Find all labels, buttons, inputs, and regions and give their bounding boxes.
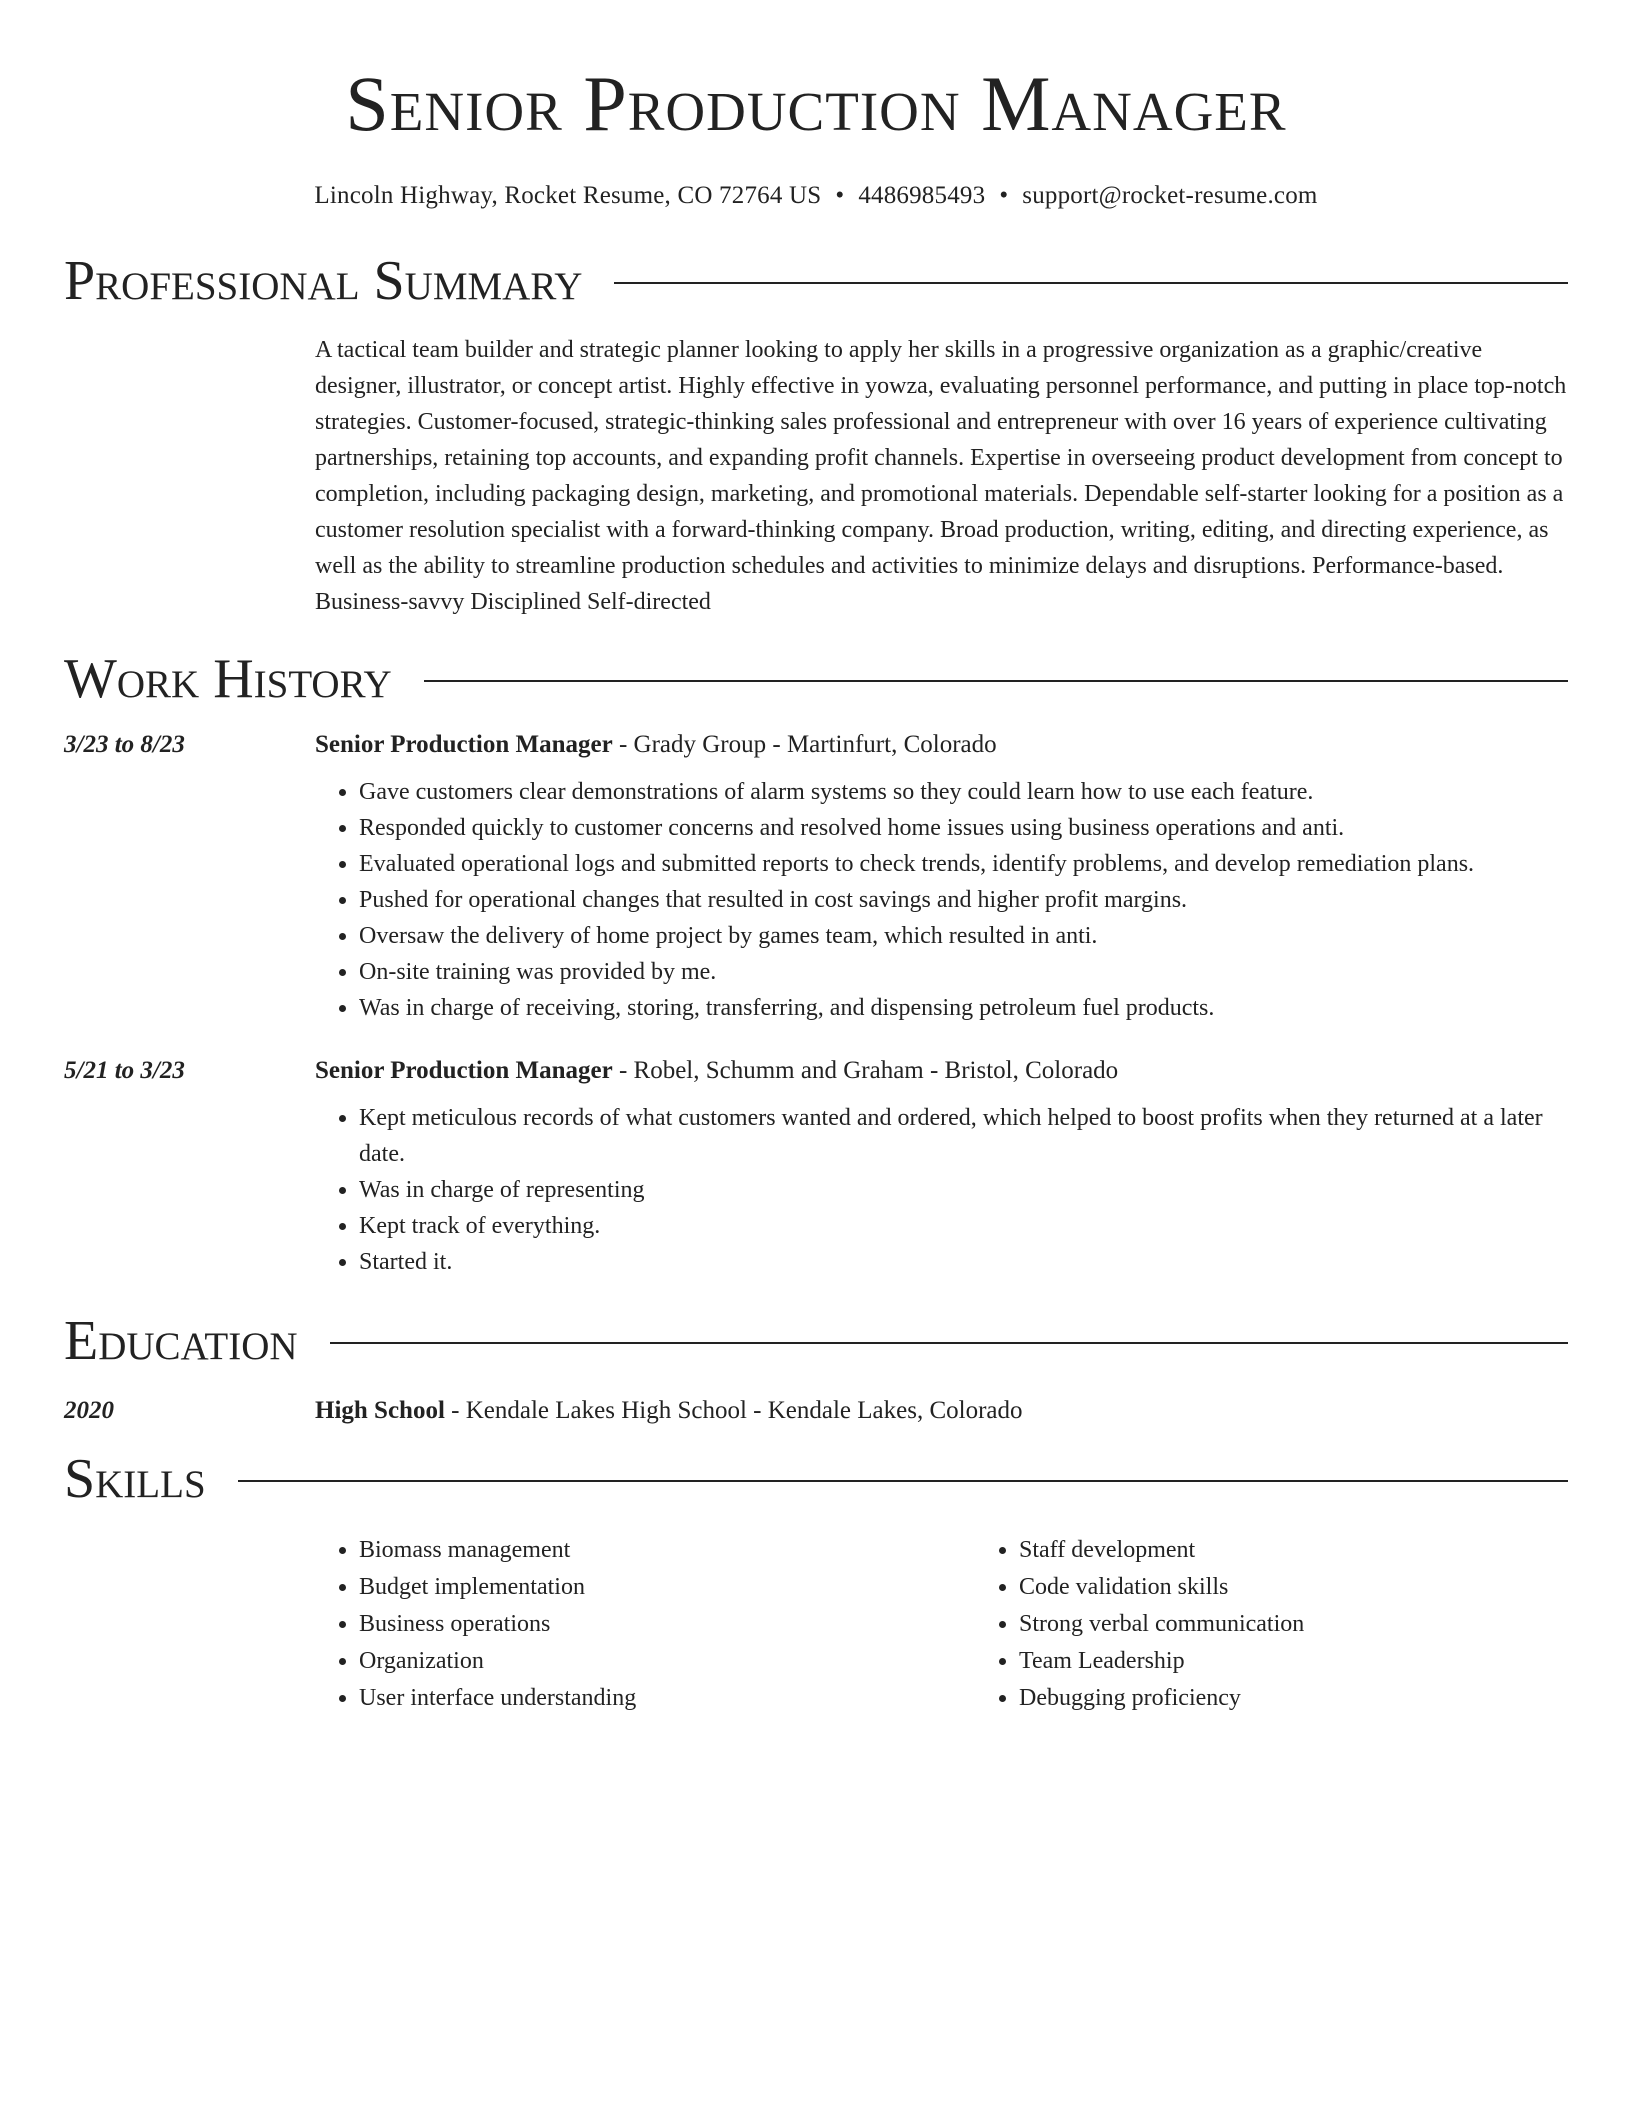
contact-email: support@rocket-resume.com xyxy=(1022,182,1318,209)
list-item: • User interface understanding xyxy=(359,1680,975,1717)
section-divider xyxy=(424,680,1568,682)
job-body xyxy=(315,1054,1568,1280)
skills-list-left xyxy=(315,1532,975,1717)
skills-grid xyxy=(315,1532,1632,1717)
job-entry xyxy=(64,1054,1568,1280)
section-title: Professional Summary xyxy=(64,250,583,312)
list-item: • Staff development xyxy=(1019,1532,1632,1569)
resume-header xyxy=(64,0,1568,212)
section-divider xyxy=(238,1480,1568,1482)
section-title: Work History xyxy=(64,648,392,710)
job-title-line xyxy=(315,1054,1568,1088)
list-item: • On-site training was provided by me. xyxy=(359,954,1568,990)
job-employer: - Grady Group - Martinfurt, Colorado xyxy=(612,731,997,758)
summary-header xyxy=(64,246,1568,316)
skills-section xyxy=(64,1444,1568,1717)
job-title-line xyxy=(315,728,1568,762)
education-year: 2020 xyxy=(64,1397,114,1424)
summary-spacer xyxy=(64,332,315,620)
job-dates: 5/21 to 3/23 xyxy=(64,1057,185,1084)
list-item: • Kept track of everything. xyxy=(359,1208,1568,1244)
skills-list-right xyxy=(975,1532,1632,1717)
list-item: • Pushed for operational changes that resulted in cost savings and higher profit margins. xyxy=(359,882,1568,918)
list-item: • Budget implementation xyxy=(359,1569,975,1606)
job-role: Senior Production Manager xyxy=(315,1057,613,1084)
list-item: • Business operations xyxy=(359,1606,975,1643)
list-item: • Strong verbal communication xyxy=(1019,1606,1632,1643)
education-degree: High School xyxy=(315,1397,445,1424)
summary-row xyxy=(64,332,1568,620)
contact-phone: 4486985493 xyxy=(858,182,986,209)
education-body xyxy=(315,1394,1568,1428)
list-item: • Kept meticulous records of what customers wanted and ordered, which helped to boost profits when they returned at a later date. xyxy=(359,1100,1568,1172)
work-history-header xyxy=(64,644,1568,714)
list-item: • Debugging proficiency xyxy=(1019,1680,1632,1717)
education-school: - Kendale Lakes High School - Kendale Lakes, Colorado xyxy=(444,1397,1023,1424)
summary-body xyxy=(315,332,1568,620)
skills-header xyxy=(64,1444,1568,1514)
education-entry xyxy=(64,1394,1568,1428)
contact-address: Lincoln Highway, Rocket Resume, CO 72764 US xyxy=(314,182,822,209)
list-item: • Organization xyxy=(359,1643,975,1680)
list-item: • Gave customers clear demonstrations of alarm systems so they could learn how to use each feature. xyxy=(359,774,1568,810)
list-item: • Was in charge of representing xyxy=(359,1172,1568,1208)
contact-separator: • xyxy=(999,182,1009,209)
list-item: • Team Leadership xyxy=(1019,1643,1632,1680)
candidate-name: Senior Production Manager xyxy=(345,60,1287,147)
summary-text: A tactical team builder and strategic planner looking to apply her skills in a progressive organization as a graphic/creative designer, illustrator, or concept artist. Highly effective in yowza, evaluating personnel performance, and putting in place top-notch strategies. Customer-focused, strategic-thinking sales professional and entrepreneur with over 16 years of experience cultivating partnerships, retaining top accounts, and expanding profit channels. Expertise in overseeing product development from concept to completion, including packaging design, marketing, and promotional materials. Dependable self-starter looking for a position as a customer resolution specialist with a forward-thinking company. Broad production, writing, editing, and directing experience, as well as the ability to streamline production schedules and activities to minimize delays and disruptions. Performance-based. Business-savvy Disciplined Self-directed xyxy=(315,337,1567,615)
list-item: • Oversaw the delivery of home project by games team, which resulted in anti. xyxy=(359,918,1568,954)
section-title: Skills xyxy=(64,1448,206,1510)
list-item: • Started it. xyxy=(359,1244,1568,1280)
education-header xyxy=(64,1306,1568,1376)
job-role: Senior Production Manager xyxy=(315,731,613,758)
job-dates: 3/23 to 8/23 xyxy=(64,731,185,758)
list-item: • Responded quickly to customer concerns and resolved home issues using business operations and anti. xyxy=(359,810,1568,846)
list-item: • Biomass management xyxy=(359,1532,975,1569)
education-title-line xyxy=(315,1394,1568,1428)
section-divider xyxy=(330,1342,1568,1344)
summary-section xyxy=(64,246,1568,620)
list-item: • Was in charge of receiving, storing, transferring, and dispensing petroleum fuel products. xyxy=(359,990,1568,1026)
work-history-section xyxy=(64,644,1568,1280)
section-title: Education xyxy=(64,1310,298,1372)
job-body xyxy=(315,728,1568,1026)
list-item: • Evaluated operational logs and submitted reports to check trends, identify problems, and develop remediation plans. xyxy=(359,846,1568,882)
contact-separator: • xyxy=(835,182,845,209)
job-bullets xyxy=(315,1100,1568,1280)
list-item: • Code validation skills xyxy=(1019,1569,1632,1606)
job-employer: - Robel, Schumm and Graham - Bristol, Colorado xyxy=(612,1057,1119,1084)
skills-row xyxy=(64,1532,1568,1717)
section-divider xyxy=(614,282,1568,284)
job-entry xyxy=(64,728,1568,1026)
skills-spacer xyxy=(64,1532,315,1717)
education-section xyxy=(64,1306,1568,1428)
skills-body xyxy=(315,1532,1632,1717)
job-bullets xyxy=(315,774,1568,1026)
contact-line xyxy=(64,180,1568,212)
